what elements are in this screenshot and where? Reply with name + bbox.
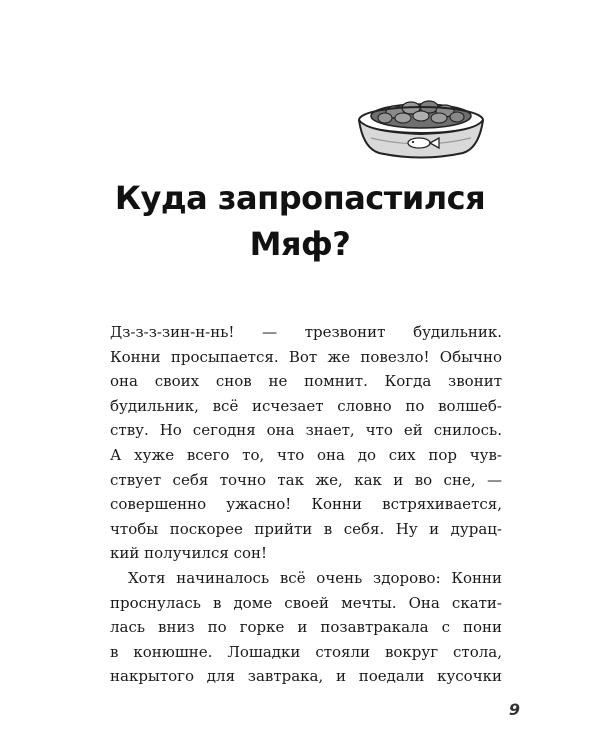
text-line: чтобы поскорее прийти в себя. Ну и дурац- (110, 519, 502, 538)
body-text (110, 320, 502, 689)
text-line: кий получился сон! (110, 544, 268, 563)
text-line: она своих снов не помнит. Когда звонит (110, 372, 502, 391)
text-line: накрытого для завтрака, и поедали кусочки (110, 667, 502, 686)
text-line: А хуже всего то, что она до сих пор чув- (110, 445, 502, 464)
text-line: ству. Но сегодня она знает, что ей снилось. (110, 421, 502, 440)
text-line: проснулась в доме своей мечты. Она скати- (110, 593, 502, 612)
paragraph-1 (110, 320, 502, 566)
text-line: совершенно ужасно! Конни встряхивается, (110, 495, 502, 514)
text-line: лась вниз по горке и позавтракала с пони (110, 618, 502, 637)
text-line: будильник, всё исчезает словно по волшеб- (110, 396, 502, 415)
chapter-title-line-1: Куда запропастился (114, 179, 486, 217)
food-pile (371, 101, 471, 128)
text-line: Дз-з-з-зин-н-нь! — трезвонит будильник. (110, 323, 502, 341)
pet-food-bowl-with-fish-icon (355, 98, 487, 160)
page-number: 9 (508, 700, 520, 719)
text-line: ствует себя точно так же, как и во сне, — (110, 470, 502, 489)
text-line: Хотя начиналось всё очень здорово: Конни (128, 568, 502, 587)
chapter-title-line-2: Мяф? (249, 225, 351, 263)
text-line: Конни просыпается. Вот же повезло! Обычно (110, 347, 502, 366)
chapter-title (0, 175, 600, 267)
text-line: в конюшне. Лошадки стояли вокруг стола, (110, 642, 502, 661)
paragraph-2 (110, 566, 502, 689)
